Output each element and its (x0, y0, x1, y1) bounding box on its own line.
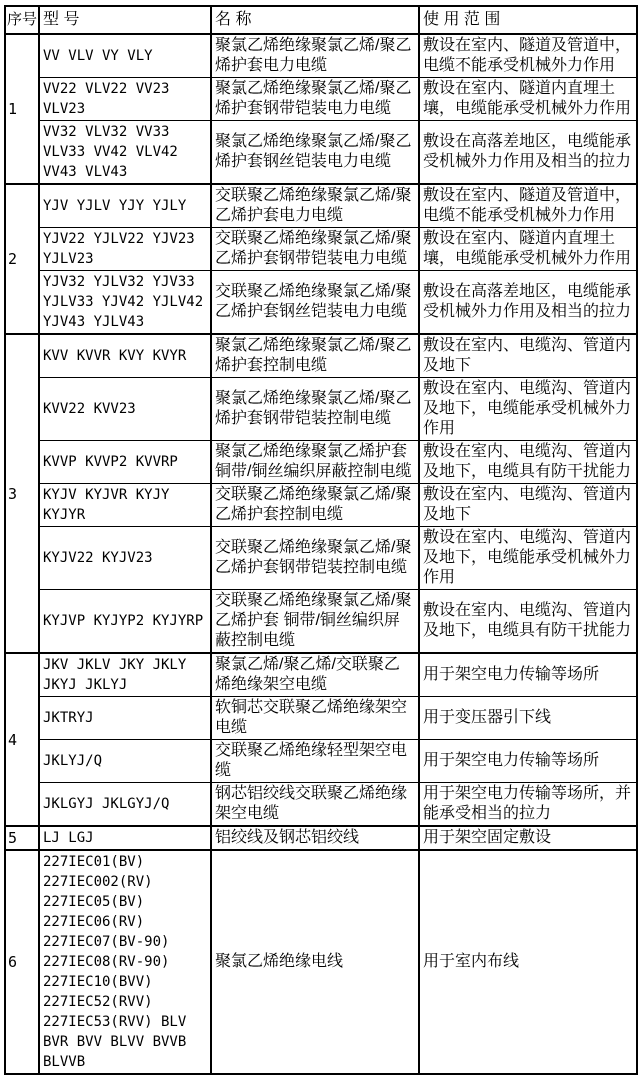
table-row (5, 826, 637, 850)
table-row (5, 378, 637, 441)
model-cell: VV VLV VY VLY (39, 34, 211, 78)
header-usage: 使 用 范 围 (419, 6, 637, 34)
table-row (5, 184, 637, 228)
name-cell: 铝绞线及钢芯铝绞线 (211, 826, 419, 850)
table-row (5, 590, 637, 654)
table-row (5, 697, 637, 740)
model-cell: KVV22 KVV23 (39, 378, 211, 441)
usage-cell: 敷设在室内、隧道及管道中，电缆不能承受机械外力作用 (419, 34, 637, 78)
table-row (5, 271, 637, 335)
usage-cell: 敷设在室内、电缆沟、管道内及地下，电缆具有防干扰能力 (419, 441, 637, 484)
usage-cell: 用于架空电力传输等场所 (419, 653, 637, 697)
header-serial: 序号 (5, 6, 39, 34)
serial-cell: 6 (5, 850, 39, 1074)
model-cell: YJV32 YJLV32 YJV33 YJLV33 YJV42 YJLV42 YJV43 YJLV43 (39, 271, 211, 335)
name-cell: 交联聚乙烯绝缘聚氯乙烯/聚乙烯护套钢带铠装控制电缆 (211, 527, 419, 590)
usage-cell: 用于架空电力传输等场所，并能承受相当的拉力 (419, 783, 637, 827)
header-name: 名 称 (211, 6, 419, 34)
model-cell: JKLYJ/Q (39, 740, 211, 783)
table-row (5, 228, 637, 271)
table-row (5, 78, 637, 121)
usage-cell: 敷设在室内、电缆沟、管道内及地下，电缆能承受机械外力作用 (419, 527, 637, 590)
model-cell: LJ LGJ (39, 826, 211, 850)
usage-cell: 敷设在室内、隧道内直埋土壤，电缆能承受机械外力作用 (419, 78, 637, 121)
name-cell: 聚氯乙烯绝缘聚氯乙烯/聚乙烯护套电力电缆 (211, 34, 419, 78)
name-cell: 聚氯乙烯/聚乙烯/交联聚乙烯绝缘架空电缆 (211, 653, 419, 697)
table-row (5, 334, 637, 378)
usage-cell: 用于架空固定敷设 (419, 826, 637, 850)
model-cell: JKV JKLV JKY JKLY JKYJ JKLYJ (39, 653, 211, 697)
usage-cell: 敷设在高落差地区，电缆能承受机械外力作用及相当的拉力 (419, 121, 637, 185)
name-cell: 交联聚乙烯绝缘聚氯乙烯/聚乙烯护套钢带铠装电力电缆 (211, 228, 419, 271)
name-cell: 交联聚乙烯绝缘聚氯乙烯/聚乙烯护套电力电缆 (211, 184, 419, 228)
name-cell: 聚氯乙烯绝缘电线 (211, 850, 419, 1074)
name-cell: 钢芯铝绞线交联聚乙烯绝缘架空电缆 (211, 783, 419, 827)
model-cell: KVVP KVVP2 KVVRP (39, 441, 211, 484)
model-cell: VV32 VLV32 VV33 VLV33 VV42 VLV42 VV43 VLV43 (39, 121, 211, 185)
usage-cell: 用于架空电力传输等场所 (419, 740, 637, 783)
name-cell: 聚氯乙烯绝缘聚氯乙烯/聚乙烯护套钢带铠装控制电缆 (211, 378, 419, 441)
usage-cell: 用于变压器引下线 (419, 697, 637, 740)
serial-cell: 5 (5, 826, 39, 850)
name-cell: 聚氯乙烯绝缘聚氯乙烯/聚乙烯护套控制电缆 (211, 334, 419, 378)
name-cell: 软铜芯交联聚乙烯绝缘架空电缆 (211, 697, 419, 740)
model-cell: KVV KVVR KVY KVYR (39, 334, 211, 378)
serial-cell: 1 (5, 34, 39, 184)
usage-cell: 敷设在高落差地区，电缆能承受机械外力作用及相当的拉力 (419, 271, 637, 335)
usage-cell: 敷设在室内、隧道内直埋土壤，电缆能承受机械外力作用 (419, 228, 637, 271)
header-row (5, 6, 637, 34)
model-cell: KYJV KYJVR KYJY KYJYR (39, 484, 211, 527)
name-cell: 聚氯乙烯绝缘聚氯乙烯/聚乙烯护套钢带铠装电力电缆 (211, 78, 419, 121)
model-cell: 227IEC01(BV) 227IEC002(RV) 227IEC05(BV) 227IEC06(RV) 227IEC07(BV-90) 227IEC08(RV-90) 227IEC10(BVV) 227IEC52(RVV) 227IEC53(RVV) BLV BVR BVV BLVV BVVB BLVVB (39, 850, 211, 1074)
name-cell: 交联聚乙烯绝缘聚氯乙烯/聚乙烯护套 铜带/铜丝编织屏蔽控制电缆 (211, 590, 419, 654)
usage-cell: 敷设在室内、隧道及管道中，电缆不能承受机械外力作用 (419, 184, 637, 228)
table-row (5, 121, 637, 185)
model-cell: YJV22 YJLV22 YJV23 YJLV23 (39, 228, 211, 271)
model-cell: VV22 VLV22 VV23 VLV23 (39, 78, 211, 121)
cable-table (4, 5, 638, 1075)
usage-cell: 敷设在室内、电缆沟、管道内及地下 (419, 484, 637, 527)
header-model: 型 号 (39, 6, 211, 34)
usage-cell: 用于室内布线 (419, 850, 637, 1074)
name-cell: 交联聚乙烯绝缘聚氯乙烯/聚乙烯护套钢丝铠装电力电缆 (211, 271, 419, 335)
model-cell: JKTRYJ (39, 697, 211, 740)
name-cell: 聚氯乙烯绝缘聚氯乙烯护套铜带/铜丝编织屏蔽控制电缆 (211, 441, 419, 484)
name-cell: 聚氯乙烯绝缘聚氯乙烯/聚乙烯护套钢丝铠装电力电缆 (211, 121, 419, 185)
table-row (5, 484, 637, 527)
table-row (5, 527, 637, 590)
table-row (5, 441, 637, 484)
serial-cell: 3 (5, 334, 39, 653)
model-cell: YJV YJLV YJY YJLY (39, 184, 211, 228)
table-row (5, 740, 637, 783)
serial-cell: 2 (5, 184, 39, 334)
table-row (5, 653, 637, 697)
table-row (5, 34, 637, 78)
usage-cell: 敷设在室内、电缆沟、管道内及地下，电缆能承受机械外力作用 (419, 378, 637, 441)
model-cell: KYJVP KYJYP2 KYJYRP (39, 590, 211, 654)
serial-cell: 4 (5, 653, 39, 826)
model-cell: JKLGYJ JKLGYJ/Q (39, 783, 211, 827)
name-cell: 交联聚乙烯绝缘聚氯乙烯/聚乙烯护套控制电缆 (211, 484, 419, 527)
model-cell: KYJV22 KYJV23 (39, 527, 211, 590)
usage-cell: 敷设在室内、电缆沟、管道内及地下 (419, 334, 637, 378)
table-row (5, 850, 637, 1074)
usage-cell: 敷设在室内、电缆沟、管道内及地下，电缆具有防干扰能力 (419, 590, 637, 654)
table-row (5, 783, 637, 827)
name-cell: 交联聚乙烯绝缘轻型架空电缆 (211, 740, 419, 783)
